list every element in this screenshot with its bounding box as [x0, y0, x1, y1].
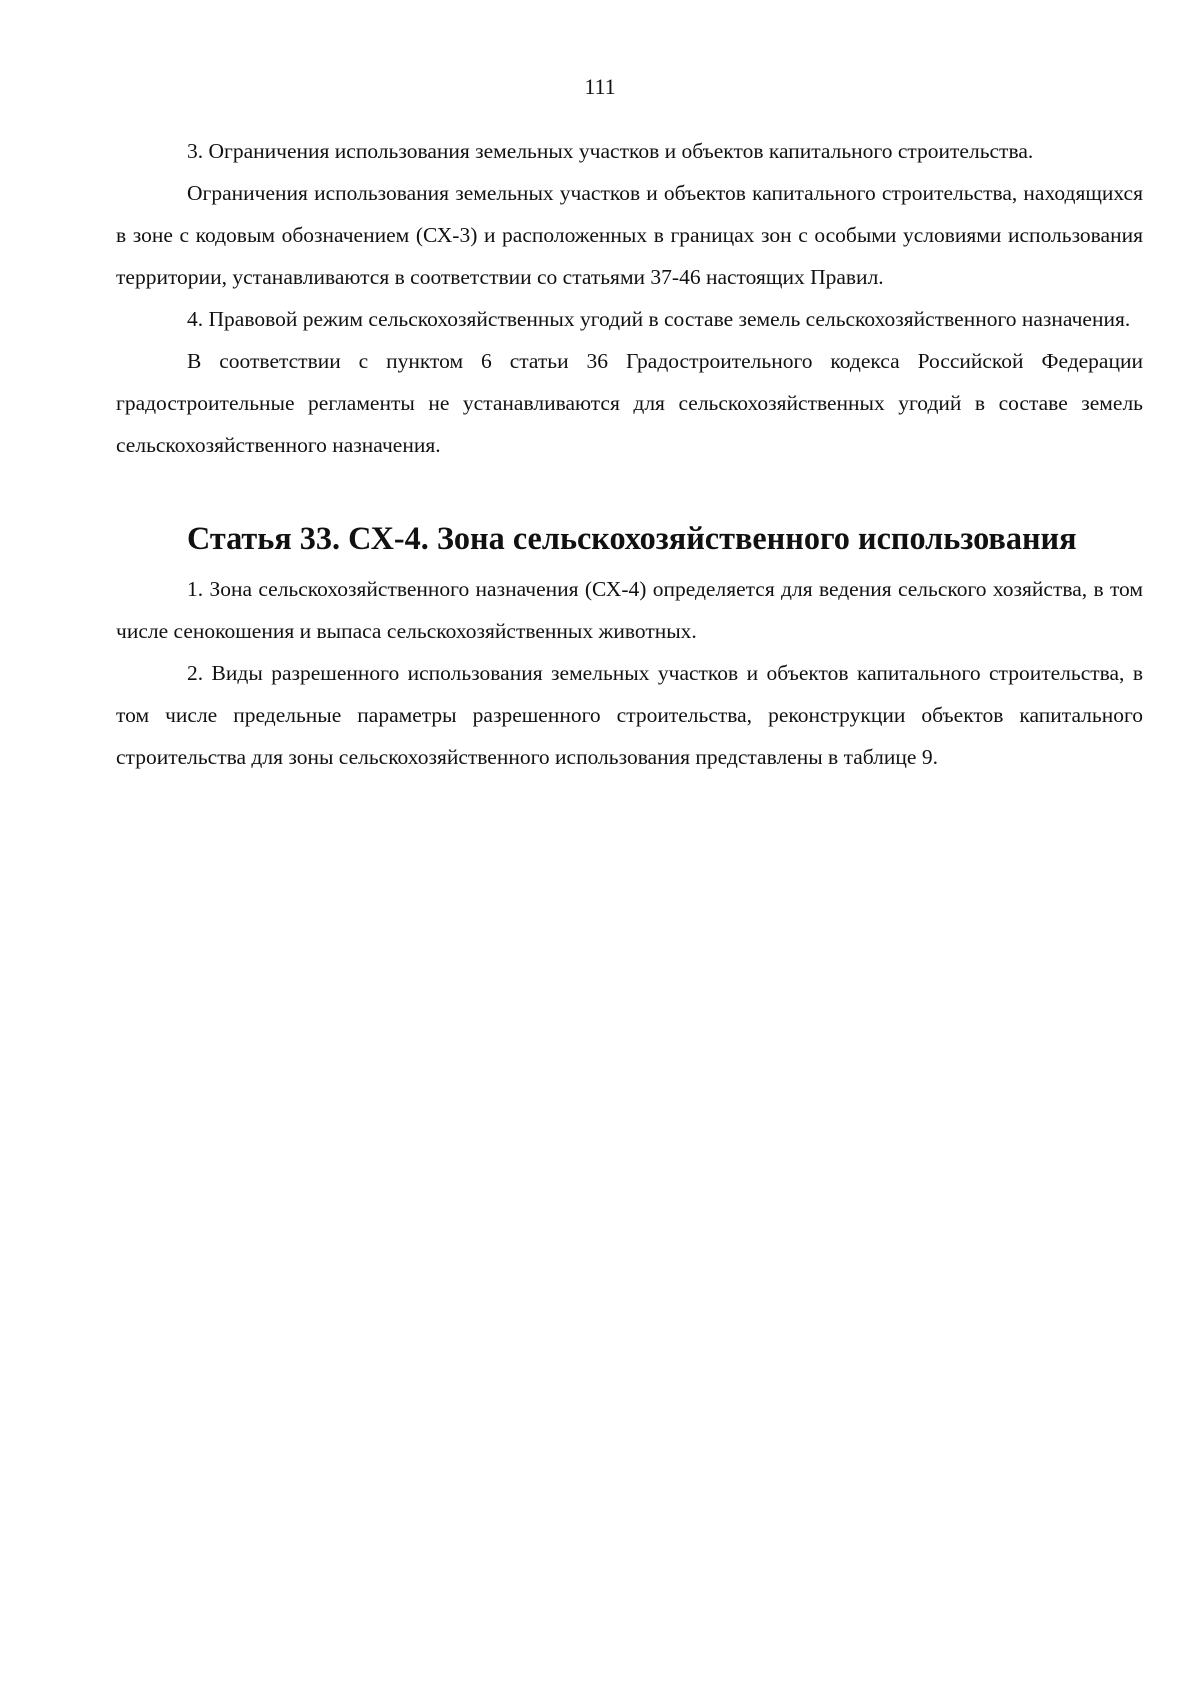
paragraph-zone-definition: 1. Зона сельскохозяйственного назначения (СХ-4) определяется для ведения сельского хозяйства, в том числе сенокошения и выпаса сельскохозяйственных животных.: [116, 577, 1143, 643]
paragraph-restrictions-title: 3. Ограничения использования земельных участков и объектов капитального строительства.: [187, 139, 1034, 163]
paragraph-permitted-uses: 2. Виды разрешенного использования земельных участков и объектов капитального строительства, в том числе предельные параметры разрешенного строительства, реконструкции объектов капитального строительства для зоны сельскохозяйственного использования представлены в таблице 9.: [116, 661, 1143, 769]
paragraph-restrictions-body: Ограничения использования земельных участков и объектов капитального строительства, находящихся в зоне с кодовым обозначением (СХ-3) и расположенных в границах зон с особыми условиями использования территории, устанавливаются в соответствии со статьями 37-46 настоящих Правил.: [116, 181, 1143, 289]
page-number: 111: [584, 74, 616, 99]
document-body: [116, 130, 1143, 778]
paragraph-legal-regime-title: 4. Правовой режим сельскохозяйственных угодий в составе земель сельскохозяйственного назначения.: [187, 307, 1131, 331]
paragraph-legal-regime-body: В соответствии с пунктом 6 статьи 36 Градостроительного кодекса Российской Федерации градостроительные регламенты не устанавливаются для сельскохозяйственных угодий в составе земель сельскохозяйственного назначения.: [116, 349, 1143, 457]
article-heading: Статья 33. СХ-4. Зона сельскохозяйственного использования: [187, 520, 1077, 556]
